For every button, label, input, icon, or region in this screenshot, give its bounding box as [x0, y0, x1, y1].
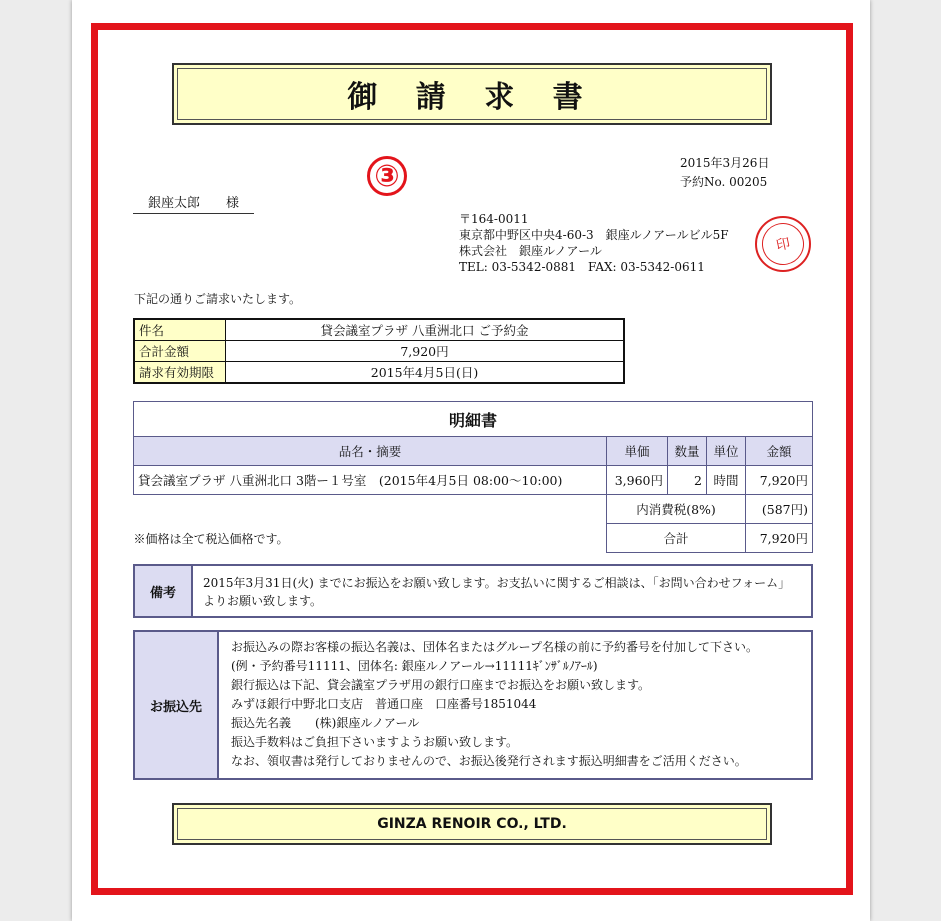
col-item-header: 品名・摘要 [134, 437, 607, 466]
bank-line: なお、領収書は発行しておりませんので、お振込後発行されます振込明細書をご活用ください。 [231, 754, 747, 768]
bank-line: みずほ銀行中野北口支店 普通口座 口座番号1851044 [231, 697, 537, 711]
summary-label: 件名 [134, 319, 226, 341]
summary-label: 合計金額 [134, 341, 226, 362]
bank-instructions [219, 632, 811, 778]
addressee: 銀座太郎 様 [133, 192, 254, 214]
summary-label: 請求有効期限 [134, 362, 226, 384]
footer-company-name: GINZA RENOIR CO., LTD. [172, 803, 772, 845]
summary-row [134, 319, 624, 341]
row-unit: 時間 [707, 466, 746, 495]
sender-block [459, 211, 729, 275]
step-marker: ③ [367, 156, 407, 196]
company-seal-icon [755, 216, 811, 272]
invoice-title: 御 請 求 書 [172, 63, 772, 125]
detail-table [133, 401, 813, 553]
summary-table [133, 318, 625, 384]
total-label: 合計 [607, 524, 746, 553]
intro-text: 下記の通りご請求いたします。 [134, 292, 302, 306]
col-qty-header: 数量 [668, 437, 707, 466]
sender-phone-fax: TEL: 03-5342-0881 FAX: 03-5342-0611 [459, 260, 705, 274]
seal-text: 印 [774, 235, 792, 255]
summary-value: 7,920円 [226, 341, 625, 362]
bank-transfer-box [133, 630, 813, 780]
bank-line: 銀行振込は下記、貸会議室プラザ用の銀行口座までお振込をお願い致します。 [231, 678, 651, 692]
bank-line: 振込先名義 (株)銀座ルノアール [231, 716, 420, 730]
col-unit-price-header: 単価 [607, 437, 668, 466]
detail-title: 明細書 [134, 402, 813, 437]
row-unit-price: 3,960円 [607, 466, 668, 495]
sender-address: 東京都中野区中央4-60-3 銀座ルノアールビル5F [459, 228, 729, 242]
tax-note: ※価格は全て税込価格です。 [133, 531, 289, 546]
remarks-label: 備考 [135, 566, 193, 616]
summary-row [134, 362, 624, 384]
summary-row [134, 341, 624, 362]
total-value: 7,920円 [746, 524, 813, 553]
bank-line: お振込みの際お客様の振込名義は、団体名またはグループ名様の前に予約番号を付加して下さい。 [231, 640, 759, 654]
tax-label: 内消費税(8%) [607, 495, 746, 524]
bank-line: (例・予約番号11111、団体名: 銀座ルノアール→11111ｷﾞﾝｻﾞﾙﾉｱｰﾙ) [231, 659, 598, 673]
remarks-text: 2015年3月31日(火) までにお振込をお願い致します。お支払いに関するご相談は、「お問い合わせフォーム」よりお願い致します。 [203, 576, 791, 608]
summary-value: 貸会議室プラザ 八重洲北口 ご予約金 [226, 319, 625, 341]
reservation-number: 予約No. 00205 [680, 175, 768, 189]
remarks-box [133, 564, 813, 618]
bank-label: お振込先 [135, 632, 219, 778]
seal-inner [758, 219, 808, 269]
col-amount-header: 金額 [746, 437, 813, 466]
summary-value: 2015年4月5日(日) [226, 362, 625, 384]
sender-postal: 〒164-0011 [459, 212, 529, 226]
blank-cell [134, 495, 607, 524]
table-row [134, 466, 813, 495]
invoice-date: 2015年3月26日 [680, 156, 770, 170]
row-amount: 7,920円 [746, 466, 813, 495]
bank-line: 振込手数料はご負担下さいますようお願い致します。 [231, 735, 519, 749]
tax-value: (587円) [746, 495, 813, 524]
row-qty: 2 [668, 466, 707, 495]
sender-company: 株式会社 銀座ルノアール [459, 244, 602, 258]
row-item: 貸会議室プラザ 八重洲北口 3階ー１号室 (2015年4月5日 08:00～10:00) [134, 466, 607, 495]
col-unit-header: 単位 [707, 437, 746, 466]
